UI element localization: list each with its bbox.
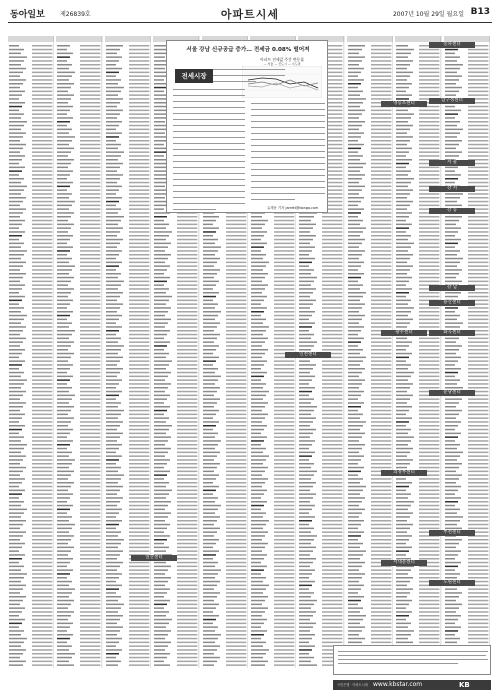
kb-logo: KB xyxy=(459,681,470,689)
price-column xyxy=(347,36,393,668)
section-band: 의정부센터 xyxy=(381,470,427,476)
market-article xyxy=(166,40,328,213)
notice-line xyxy=(338,651,488,652)
section-band: 강 동 xyxy=(429,208,475,214)
section-band: 강 서 xyxy=(429,186,475,192)
section-band: 송파센터 xyxy=(429,42,475,48)
article-text-upper xyxy=(213,69,285,87)
ad-url: www.kbstar.com xyxy=(373,681,423,688)
notice-line xyxy=(338,663,458,664)
section-band: 일산센터 xyxy=(131,555,177,561)
section-band: 영등포센터 xyxy=(381,101,427,107)
notice-line xyxy=(338,655,486,656)
newspaper-logo: 동아일보 xyxy=(10,10,45,20)
article-byline: 유재동 기자 jarrett@donga.com xyxy=(267,206,319,210)
article-text-right xyxy=(251,103,325,205)
masthead xyxy=(8,6,492,23)
section-band: 서대문센터 xyxy=(381,560,427,566)
price-column xyxy=(105,36,151,668)
section-band: 강 남 xyxy=(429,285,475,291)
sponsor-notice xyxy=(333,645,491,675)
page-number: B13 xyxy=(470,7,490,17)
section-band: 인천센터 xyxy=(285,352,331,358)
section-band: 노원센터 xyxy=(429,580,475,586)
section-band: 부천센터 xyxy=(429,530,475,536)
article-headline: 서울 강남 신규공급 증가… 전세금 0.08% 떨어져 xyxy=(186,47,310,53)
price-column xyxy=(444,36,490,668)
section-title: 아파트시세 xyxy=(220,8,280,21)
section-band: 용산센터 xyxy=(429,300,475,306)
chart-legend: — 서울 — 신도시 — 수도권 xyxy=(263,62,301,66)
section-band: 분당센터 xyxy=(429,390,475,396)
ad-label: 국민은행 · 아파트시세 xyxy=(337,683,368,687)
article-text-left xyxy=(173,89,245,215)
price-column xyxy=(395,36,441,668)
article-badge: 전세시장 xyxy=(175,69,213,83)
section-band: 광주센터 xyxy=(381,330,427,336)
price-column xyxy=(56,36,102,668)
price-column xyxy=(8,36,54,668)
section-band: 서 울 xyxy=(429,160,475,166)
section-band: 압구정센터 xyxy=(429,98,475,104)
section-band: 화곡센터 xyxy=(429,330,475,336)
publication-date: 2007년 10월 29일 월요일 xyxy=(392,11,464,18)
notice-line xyxy=(338,659,488,660)
kb-ad-bar xyxy=(333,680,491,690)
chart-title: 아파트 전세값 주간 변동률 xyxy=(260,57,304,62)
issue-number: 제26839호 xyxy=(60,11,91,18)
